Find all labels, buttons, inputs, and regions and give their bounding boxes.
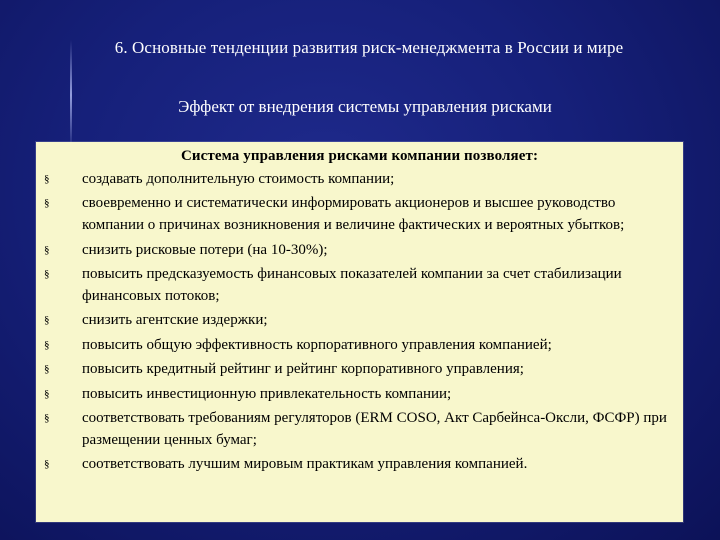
list-item-text: создавать дополнительную стоимость компании; xyxy=(82,171,395,187)
bullet-icon: § xyxy=(44,363,50,376)
list-item xyxy=(36,240,683,262)
bullet-icon: § xyxy=(44,314,50,327)
list-item xyxy=(36,384,683,406)
list-item xyxy=(36,169,683,191)
list-item-text: снизить рисковые потери (на 10-30%); xyxy=(82,241,328,258)
list-item xyxy=(36,454,683,476)
list-item xyxy=(36,335,683,357)
bullet-icon: § xyxy=(44,243,50,256)
bullet-list xyxy=(36,169,683,479)
list-item-text: повысить общую эффективность корпоративного управления компанией; xyxy=(82,336,552,353)
bullet-icon: § xyxy=(44,338,50,351)
list-item-text: своевременно и систематически информировать акционеров и высшее руководство компании о причинах возникновения и величине фактических и вероятных убытков; xyxy=(82,195,625,234)
list-item xyxy=(36,193,683,236)
bullet-icon: § xyxy=(44,458,50,471)
bullet-icon: § xyxy=(44,173,50,185)
slide-subtitle: Эффект от внедрения системы управления рисками xyxy=(178,97,552,116)
bullet-icon: § xyxy=(44,387,50,400)
bullet-icon: § xyxy=(44,197,50,210)
list-item-text: повысить инвестиционную привлекательность компании; xyxy=(82,385,452,402)
list-item-text: снизить агентские издержки; xyxy=(82,312,268,329)
slide-title: 6. Основные тенденции развития риск-менеджмента в России и мире xyxy=(114,38,624,57)
list-item xyxy=(36,359,683,381)
list-item xyxy=(36,264,683,307)
list-item xyxy=(36,408,683,451)
list-item-text: соответствовать требованиям регуляторов (ERM COSO, Акт Сарбейнса-Оксли, ФСФР) при размещении ценных бумаг; xyxy=(82,410,667,448)
box-heading: Система управления рисками компании позволяет: xyxy=(180,148,539,164)
list-item-text: повысить предсказуемость финансовых показателей компании за счет стабилизации финансовых потоков; xyxy=(82,266,622,304)
bullet-icon: § xyxy=(44,268,50,281)
content-box xyxy=(36,142,683,522)
bullet-icon: § xyxy=(44,412,50,425)
list-item-text: повысить кредитный рейтинг и рейтинг корпоративного управления; xyxy=(82,361,524,378)
list-item xyxy=(36,310,683,332)
list-item-text: соответствовать лучшим мировым практикам управления компанией. xyxy=(82,456,528,473)
